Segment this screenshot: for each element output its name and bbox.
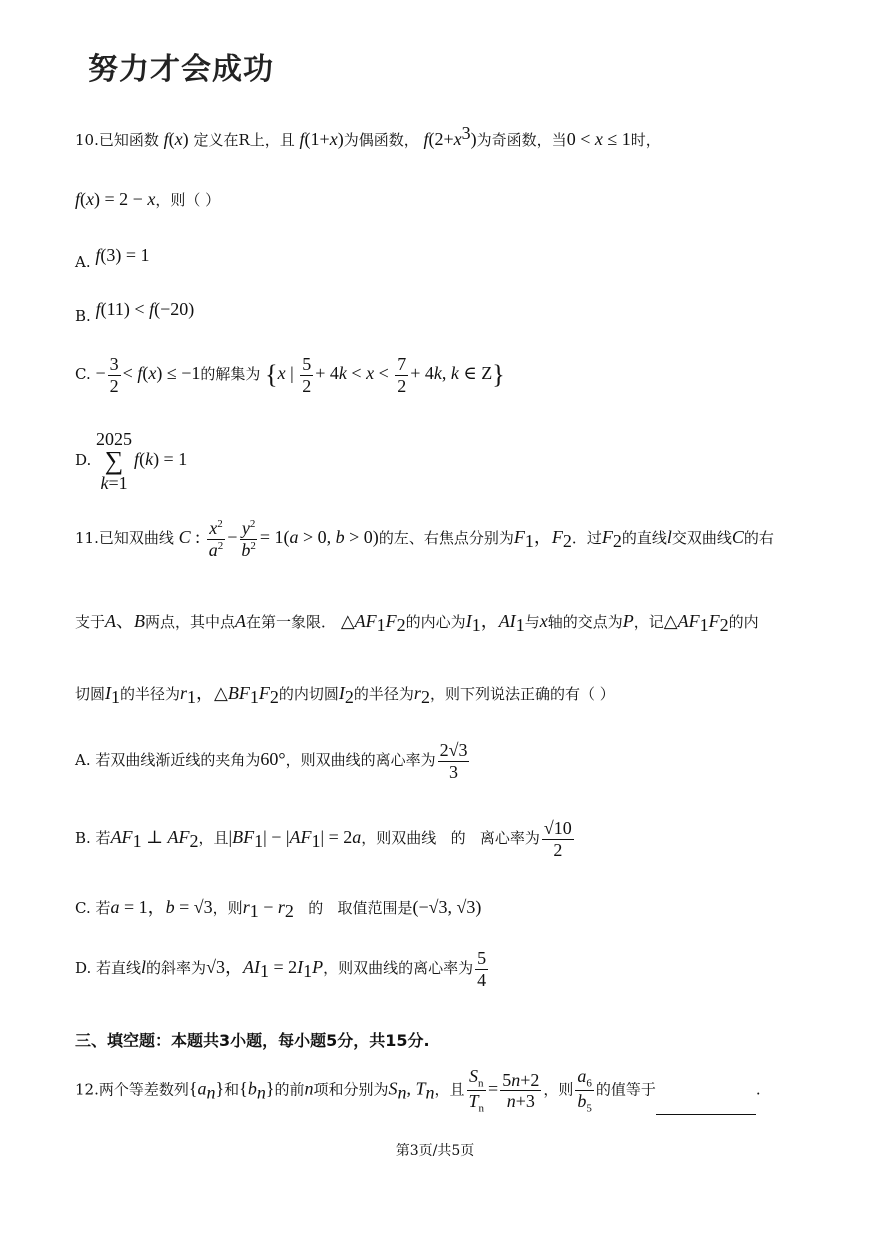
q12-line: 12.两个等差数列$\{a_n\}$和$\{b_n\}$的前n项和分别为$S_n$, $T_n$，且 $\frac{S_n}{T_n}$ = $\frac{5n+2}{n+3}$ ，则 $\frac{a_6}{b_5}$ 的值等于 . [75, 1066, 761, 1115]
q11-line2: 支于A、B两点，其中点A在第一象限． $\triangle AF_1F_2$的内心为$I_1$，$AI_1$与x轴的交点为P，记$\triangle AF_1F_2$的内 [75, 611, 759, 635]
q10-number: 10. [75, 131, 99, 149]
page-footer: 第3页/共5页 [395, 1143, 475, 1159]
q10-text: 时， [630, 131, 661, 149]
q10-text: 为奇函数，当 [476, 131, 567, 149]
q11-line1: 11.已知双曲线 C : $\frac{x^2}{a^2}$ − $\frac{y^2}{b^2}$ = 1(a > 0, b > 0)的左、右焦点分别为$F_1$，$F_2$．过$F_2$的直线l交双曲线C的右 [75, 518, 774, 560]
section-title: 三、填空题：本题共3小题，每小题5分，共15分. [75, 1031, 430, 1050]
q11-line3: 切圆$I_1$的半径为$r_1$，$\triangle BF_1F_2$的内切圆$I_2$的半径为$r_2$，则下列说法正确的有（ ） [75, 683, 615, 707]
q10-text: 的解集为 [200, 365, 261, 384]
q11-option-b: B. 若$AF_1$ ⊥ $AF_2$，且$|BF_1| - |AF_1| = 2a$，则双曲线 的 离心率为 $\frac{√10}{2}$ [75, 818, 572, 860]
q10-text: ，则（ ） [155, 191, 221, 209]
q10-line1: 10.已知函数 f(x) 定义在R上，且 f(1+x)为偶函数， $f(2+x^3)$为奇函数，当0 < x ≤ 1时， [75, 123, 661, 149]
q10-text: 定义在R上，且 [193, 131, 295, 149]
q10-text: 已知函数 [98, 131, 159, 149]
q10-option-c: C. − $\frac{3}{2}$ < f(x) ≤ −1的解集为 {x | $\frac{5}{2}$ + 4k < x < $\frac{7}{2}$ + 4k, k ∈ Z} [75, 354, 505, 396]
q11-option-d: D. 若直线l的斜率为√3，$AI_1 = 2I_1P$，则双曲线的离心率为 $\frac{5}{4}$ [75, 948, 487, 990]
q10-text: 为偶函数， [343, 131, 419, 149]
q10-option-b: B. f(11) < f(−20) [75, 299, 195, 325]
answer-blank[interactable] [656, 1100, 756, 1115]
q11-option-c: C. 若a = 1，b = √3，则$r_1 - r_2$ 的 取值范围是(−√3, √3) [75, 897, 482, 921]
page-header: 努力才会成功 [88, 52, 274, 87]
q10-line2: f(x) = 2 − x，则（ ） [75, 189, 221, 209]
q10-option-d: D. 2025 ∑ k=1 f(k) = 1 [75, 429, 188, 493]
q10-option-a: A. f(3) = 1 [75, 245, 150, 271]
q11-option-a: A. 若双曲线渐近线的夹角为60°，则双曲线的离心率为 $\frac{2√3}{3}$ [75, 740, 468, 782]
